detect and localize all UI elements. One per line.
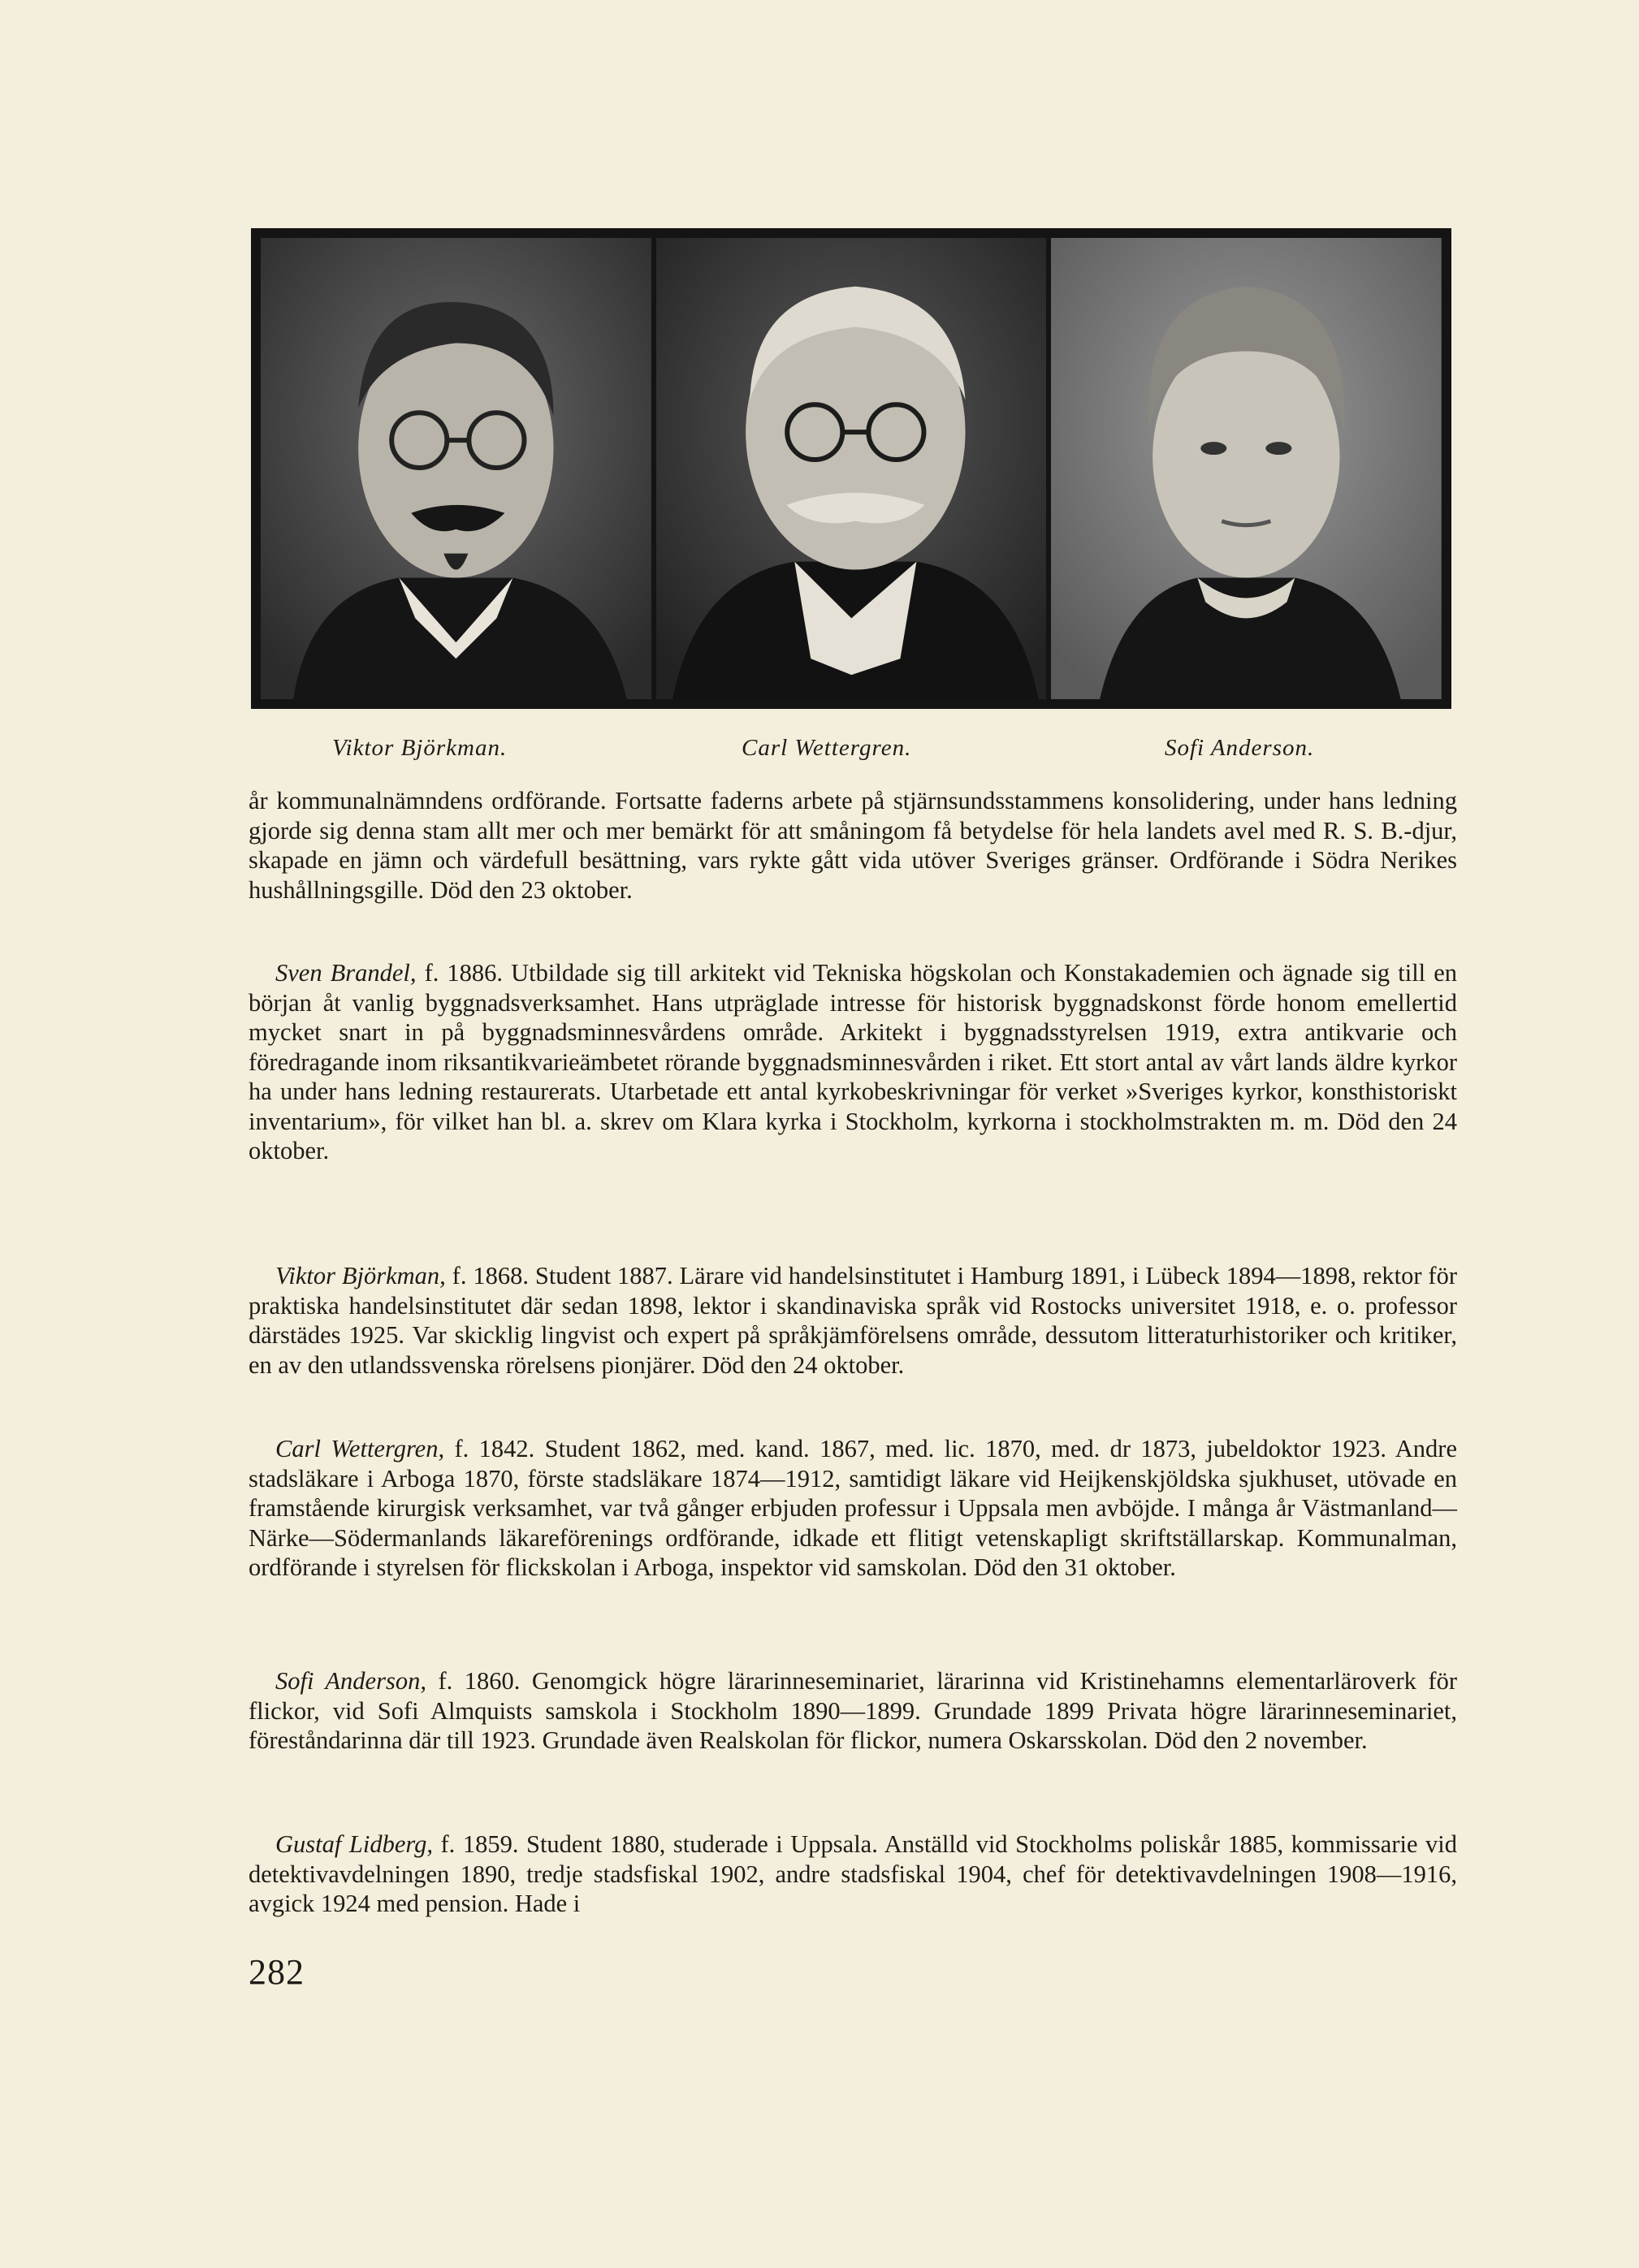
entry-viktor-bjorkman <box>249 1261 1457 1380</box>
entry-text: f. 1859. Student 1880, studerade i Uppsala. Anställd vid Stockholms poliskår 1885, kommissarie vid detektivavdelningen 1890, tredje stadsfiskal 1902, andre stadsfiskal 1904, chef för detektivavdelningen 1908—1916, avgick 1924 med pension. Hade i <box>249 1830 1457 1917</box>
caption-viktor-bjorkman: Viktor Björkman. <box>332 735 508 761</box>
page-number: 282 <box>249 1952 305 1992</box>
entry-sofi-anderson <box>249 1666 1457 1756</box>
paragraph-continued <box>249 786 1457 905</box>
entry-text: f. 1842. Student 1862, med. kand. 1867, med. lic. 1870, med. dr 1873, jubeldoktor 1923. Andre stadsläkare i Arboga 1870, förste stadsläkare 1874—1912, samtidigt läkare vid Heijkenskjöldska sjukhuset, utövade en framstående kirurgisk verksamhet, var två gånger erbjuden professur i Uppsala men avböjde. I många år Västmanland—Närke—Södermanlands läkareförenings ordförande, idkade ett flitigt vetenskapligt skriftställarskap. Kommunalman, ordförande i styrelsen för flickskolan i Arboga, inspektor vid samskolan. Död den 31 oktober. <box>249 1435 1457 1581</box>
entry-text: f. 1886. Utbildade sig till arkitekt vid Tekniska högskolan och Konstakademien och ägnade sig till en början åt vanlig byggnadsverksamhet. Hans utpräglade intresse för historisk byggnadskonst förde honom emellertid mycket snart in på byggnadsminnesvårdens område. Arkitekt i byggnadsstyrelsen 1919, extra antikvarie och föredragande inom riksantikvarieämbetet rörande byggnadsminnesvården i riket. Ett stort antal av vårt lands äldre kyrkor ha under hans ledning restaurerats. Utarbetade ett antal kyrkobeskrivningar för verket »Sveriges kyrkor, konsthistoriskt inventarium», för vilket han bl. a. skrev om Klara kyrka i Stockholm, kyrkorna i stockholmstrakten m. m. Död den 24 oktober. <box>249 959 1457 1164</box>
entry-name: Viktor Björkman, <box>275 1262 446 1290</box>
caption-sofi-anderson: Sofi Anderson. <box>1165 735 1315 761</box>
portrait-sofi-anderson-image <box>1051 238 1442 699</box>
portrait-strip <box>251 228 1451 709</box>
entry-gustaf-lidberg <box>249 1830 1457 1919</box>
photo-captions <box>251 735 1451 767</box>
paragraph-text: år kommunalnämndens ordförande. Fortsatte faderns arbete på stjärnsundsstammens konsolidering, under hans ledning gjorde sig denna stam allt mer och mer bemärkt för att småningom få betydelse för hela landets avel med R. S. B.-djur, skapade en jämn och värdefull besättning, vars rykte gått vida utöver Sveriges gränser. Ordförande i Södra Nerikes hushållningsgille. Död den 23 oktober. <box>249 787 1457 904</box>
portrait-viktor-bjorkman <box>261 238 651 699</box>
entry-name: Carl Wettergren, <box>275 1435 445 1462</box>
portrait-viktor-bjorkman-image <box>261 238 651 699</box>
entry-name: Gustaf Lidberg, <box>275 1830 433 1858</box>
portrait-carl-wettergren <box>656 238 1047 699</box>
entry-text: f. 1868. Student 1887. Lärare vid handelsinstitutet i Hamburg 1891, i Lübeck 1894—1898, rektor för praktiska handelsinstitutet där sedan 1898, lektor i skandinaviska språk vid Rostocks universitet 1918, e. o. professor därstädes 1925. Var skicklig lingvist och expert på språkjämförelsens område, dessutom litteraturhistoriker och kritiker, en av den utlandssvenska rörelsens pionjärer. Död den 24 oktober. <box>249 1262 1457 1379</box>
entry-sven-brandel <box>249 958 1457 1166</box>
portrait-carl-wettergren-image <box>656 238 1047 699</box>
entry-name: Sven Brandel, <box>275 959 417 987</box>
entry-text: f. 1860. Genomgick högre lärarinneseminariet, lärarinna vid Kristinehamns elementarläroverk för flickor, vid Sofi Almquists samskola i Stockholm 1890—1899. Grundade 1899 Privata högre lärarinneseminariet, föreståndarinna där till 1923. Grundade även Realskolan för flickor, numera Oskarsskolan. Död den 2 november. <box>249 1667 1457 1754</box>
caption-carl-wettergren: Carl Wettergren. <box>742 735 912 761</box>
entry-name: Sofi Anderson, <box>275 1667 426 1695</box>
portrait-sofi-anderson <box>1051 238 1442 699</box>
entry-carl-wettergren <box>249 1434 1457 1583</box>
